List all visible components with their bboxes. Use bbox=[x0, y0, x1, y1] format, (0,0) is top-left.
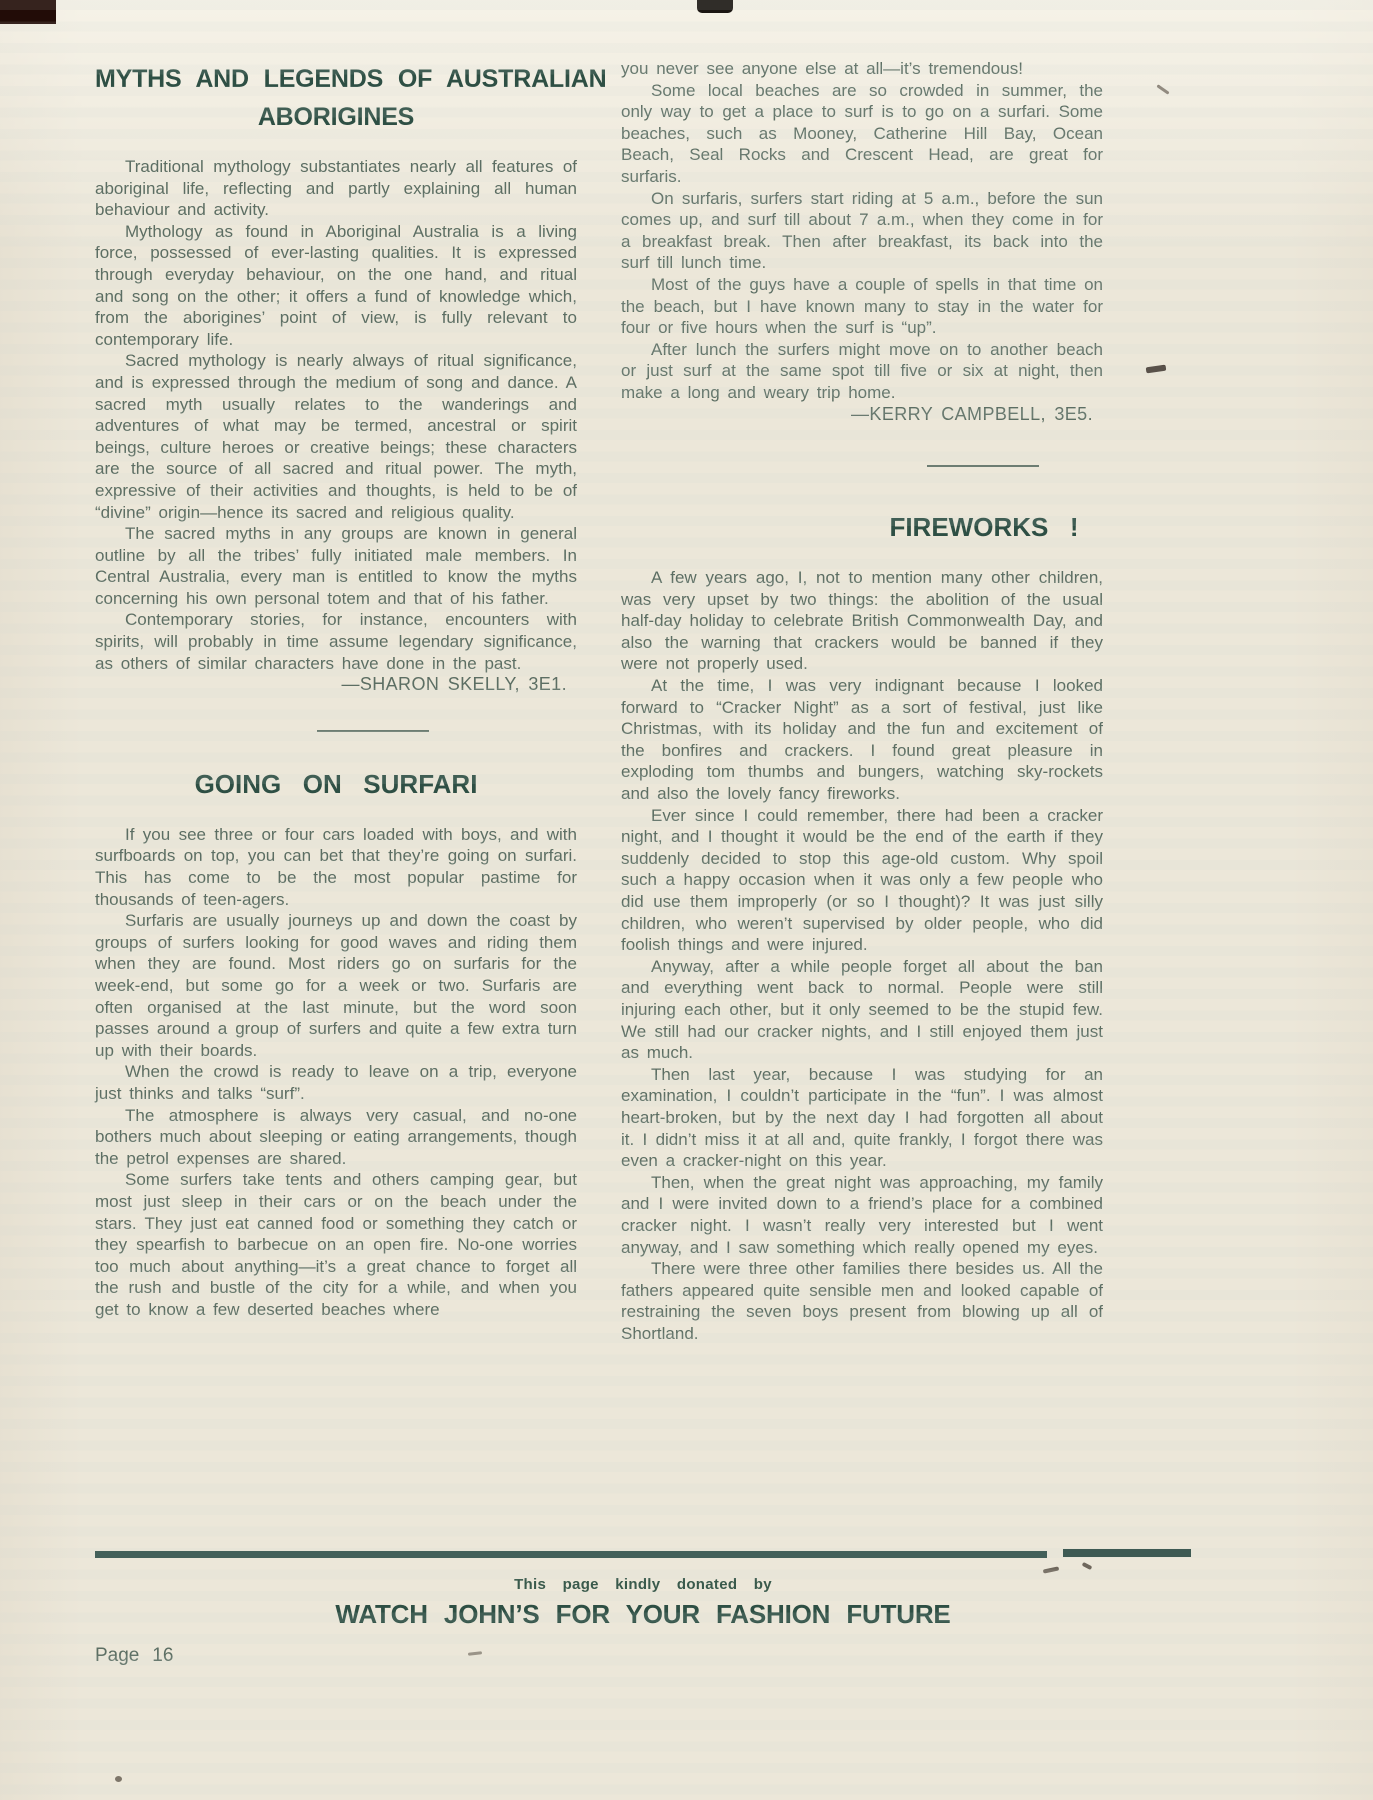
paragraph: There were three other families there besides us. All the fathers appeared quite sensible men and looked capable of restraining the seven boys present from blowing up all of Shortland. bbox=[621, 1259, 1103, 1343]
paragraph: Surfaris are usually journeys up and down the coast by groups of surfers looking for good waves and riding them when they are found. Most riders go on surfaris for the week-end, but some go for a week or two. Surfaris are often organised at the last minute, but the word soon passes around a group of surfers and quite a few extra turn up with their boards. bbox=[95, 911, 577, 1060]
scan-artifact bbox=[1146, 365, 1167, 374]
paragraph: Anyway, after a while people forget all about the ban and everything went back to normal. People were still injuring each other, but it only seemed to be the stupid few. We still had our cracker nights, and I still enjoyed them just as much. bbox=[621, 956, 1103, 1063]
footer-rule bbox=[95, 1551, 1047, 1558]
author-signature: —SHARON SKELLY, 3E1. bbox=[341, 674, 567, 695]
left-column bbox=[95, 60, 607, 1321]
donation-footer bbox=[95, 1576, 1191, 1630]
section-divider bbox=[927, 465, 1039, 467]
scan-artifact bbox=[115, 1776, 122, 1782]
right-column bbox=[621, 58, 1103, 1344]
paragraph: you never see anyone else at all—it’s tremendous! bbox=[621, 59, 1023, 78]
paragraph: Most of the guys have a couple of spells in that time on the beach, but I have known many to stay in the water for four or five hours when the surf is “up”. bbox=[621, 274, 1103, 338]
page-number: Page 16 bbox=[95, 1645, 174, 1666]
scan-artifact bbox=[697, 0, 733, 13]
paragraph: If you see three or four cars loaded with boys, and with surfboards on top, you can bet that they’re going on surfari. This has come to be the most popular pastime for thousands of teen-agers. bbox=[95, 824, 577, 909]
footer-rule-segment bbox=[1063, 1549, 1191, 1557]
section-divider bbox=[317, 730, 429, 732]
paragraph: On surfaris, surfers start riding at 5 a.m., before the sun comes up, and surf till about 7 a.m., when they come in for a breakfast break. Then after breakfast, its back into the surf till lunch time. bbox=[621, 188, 1103, 273]
paragraph: Ever since I could remember, there had been a cracker night, and I thought it would be the end of the earth if they suddenly decided to stop this age-old custom. Why spoil such a happy occasion when it was only a few people who did use them improperly (or so I thought)? It was just silly children, who weren’t supervised by older people, who did foolish things and were injured. bbox=[621, 805, 1103, 955]
donation-line: This page kindly donated by bbox=[514, 1576, 772, 1593]
article-title-surfari: GOING ON SURFARI bbox=[194, 768, 478, 799]
scan-artifact bbox=[468, 1651, 482, 1655]
paragraph: After lunch the surfers might move on to another beach or just surf at the same spot till five or six at night, then make a long and weary trip home. bbox=[621, 339, 1103, 402]
paragraph: When the crowd is ready to leave on a trip, everyone just thinks and talks “surf”. bbox=[95, 1062, 577, 1103]
article-title-fireworks: FIREWORKS ! bbox=[889, 512, 1079, 543]
paragraph: Mythology as found in Aboriginal Australia is a living force, possessed of ever-lasting qualities. It is expressed through everyday behaviour, on the one hand, and ritual and song on the other; it offers a fund of knowledge which, from the aborigines’ point of view, is fully relevant to contemporary life. bbox=[95, 221, 577, 349]
scan-artifact bbox=[1156, 84, 1169, 94]
article-title-myths-line2: ABORIGINES bbox=[257, 103, 415, 131]
paragraph: Sacred mythology is nearly always of ritual significance, and is expressed through the medium of song and dance. A sacred myth usually relates to the wanderings and adventures of what may be termed, ancestral or spirit beings, culture heroes or creative beings; these characters are the source of all sacred and ritual power. The myth, expressive of their activities and thoughts, is held to be of “divine” origin—hence its sacred and religious quality. bbox=[95, 351, 577, 522]
scan-artifact bbox=[1082, 1562, 1093, 1570]
paragraph: At the time, I was very indignant because I looked forward to “Cracker Night” as a sort of festival, just like Christmas, with its holiday and the fun and excitement of the bonfires and crackers. I found great pleasure in exploding tom thumbs and bungers, watching sky-rockets and also the lovely fancy fireworks. bbox=[621, 676, 1103, 804]
paragraph: Contemporary stories, for instance, encounters with spirits, will probably in time assume legendary significance, as others of similar characters have done in the past. bbox=[95, 610, 577, 673]
paragraph: Traditional mythology substantiates nearly all features of aboriginal life, reflecting and partly explaining all human behaviour and activity. bbox=[95, 157, 577, 220]
paragraph: Some local beaches are so crowded in summer, the only way to get a place to surf is to go on a surfari. Some beaches, such as Mooney, Catherine Hill Bay, Ocean Beach, Seal Rocks and Crescent Head, are great for surfaris. bbox=[621, 80, 1103, 186]
paragraph: Then, when the great night was approaching, my family and I were invited down to a friend’s place for a combined cracker night. I wasn’t really very interested but I went anyway, and I saw something which really opened my eyes. bbox=[621, 1172, 1103, 1257]
paragraph: A few years ago, I, not to mention many other children, was very upset by two things: the abolition of the usual half-day holiday to celebrate British Commonwealth Day, and also the warning that crackers would be banned if they were not properly used. bbox=[621, 568, 1103, 674]
scan-artifact bbox=[0, 0, 56, 24]
paragraph: The atmosphere is always very casual, and no-one bothers much about sleeping or eating arrangements, though the petrol expenses are shared. bbox=[95, 1105, 577, 1168]
paragraph: Then last year, because I was studying for an examination, I couldn’t participate in the “fun”. I was almost heart-broken, but by the next day I had forgotten all about it. I didn’t miss it at all and, quite frankly, I forgot there was even a cracker-night on this year. bbox=[621, 1064, 1103, 1171]
author-signature: —KERRY CAMPBELL, 3E5. bbox=[851, 403, 1093, 424]
scan-artifact bbox=[1043, 1566, 1059, 1573]
article-title-myths-line1: MYTHS AND LEGENDS OF AUSTRALIAN bbox=[95, 65, 607, 93]
paragraph: The sacred myths in any groups are known in general outline by all the tribes’ fully initiated male members. In Central Australia, every man is entitled to know the myths concerning his own personal totem and that of his father. bbox=[95, 524, 577, 608]
donor-name: WATCH JOHN’S FOR YOUR FASHION FUTURE bbox=[335, 1599, 951, 1629]
paragraph: Some surfers take tents and others camping gear, but most just sleep in their cars or on the beach under the stars. They just eat canned food or something they catch or they spearfish to barbecue on an open fire. No-one worries too much about anything—it’s a great chance to forget all the rush and bustle of the city for a while, and when you get to know a few deserted beaches where bbox=[95, 1170, 577, 1319]
